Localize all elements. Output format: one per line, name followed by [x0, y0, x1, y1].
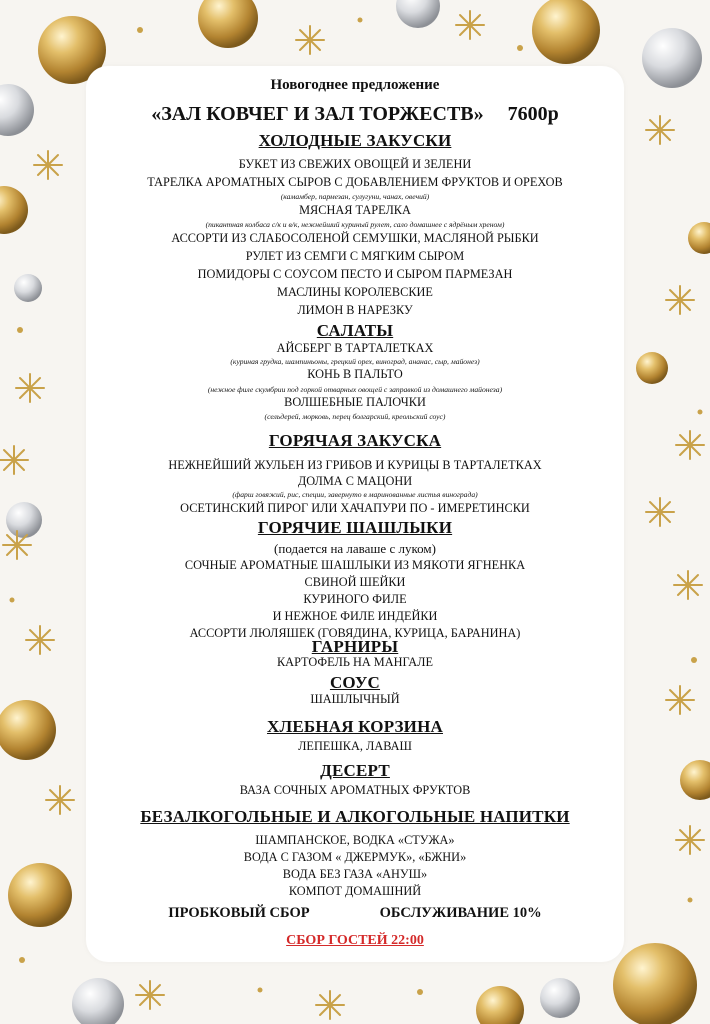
menu-item-note: (камамбер, пармезан, сулугуни, чанах, овечий)	[280, 192, 430, 201]
menu-item: МЯСНАЯ ТАРЕЛКА	[299, 203, 411, 217]
corkage-fee: ПРОБКОВЫЙ СБОР	[168, 905, 310, 921]
menu-item: КАРТОФЕЛЬ НА МАНГАЛЕ	[276, 655, 434, 669]
heading-hot-appetizer: ГОРЯЧАЯ ЗАКУСКА	[268, 431, 442, 450]
silver-bauble	[6, 502, 42, 538]
menu-item-note: (куриная грудка, шампиньоны, грецкий орех, виноград, ананас, сыр, майонез)	[230, 357, 480, 366]
menu-item: КОНЬ В ПАЛЬТО	[307, 367, 403, 381]
heading-bread-basket: ХЛЕБНАЯ КОРЗИНА	[267, 717, 443, 736]
menu-item: ВОДА БЕЗ ГАЗА «АНУШ»	[282, 867, 428, 881]
silver-bauble	[0, 84, 34, 136]
gold-bauble	[8, 863, 72, 927]
menu-card	[86, 66, 624, 962]
menu-item: ВОДА С ГАЗОМ « ДЖЕРМУК», «БЖНИ»	[243, 850, 467, 864]
serving-note: (подается на лаваше с луком)	[274, 541, 436, 556]
menu-item-note: (фарш говяжий, рис, специи, завернуто в маринованные листья винограда)	[232, 490, 478, 499]
heading-drinks: БЕЗАЛКОГОЛЬНЫЕ И АЛКОГОЛЬНЫЕ НАПИТКИ	[140, 807, 570, 826]
heading-salads: САЛАТЫ	[316, 321, 394, 340]
menu-item: ДОЛМА С МАЦОНИ	[297, 474, 413, 488]
page-title	[86, 104, 624, 124]
menu-item: АССОРТИ ИЗ СЛАБОСОЛЕНОЙ СЕМУШКИ, МАСЛЯНОЙ РЫБКИ	[171, 231, 539, 245]
menu-item: СВИНОЙ ШЕЙКИ	[304, 575, 406, 589]
menu-item: ТАРЕЛКА АРОМАТНЫХ СЫРОВ С ДОБАВЛЕНИЕМ ФРУКТОВ И ОРЕХОВ	[147, 175, 563, 189]
menu-item: ЛИМОН В НАРЕЗКУ	[297, 303, 413, 317]
silver-bauble	[540, 978, 580, 1018]
gold-bauble	[680, 760, 710, 800]
menu-item: ШАМПАНСКОЕ, ВОДКА «СТУЖА»	[255, 833, 455, 847]
gold-bauble	[476, 986, 524, 1024]
menu-item: НЕЖНЕЙШИЙ ЖУЛЬЕН ИЗ ГРИБОВ И КУРИЦЫ В ТАРТАЛЕТКАХ	[168, 458, 542, 472]
heading-hot-shashlik: ГОРЯЧИЕ ШАШЛЫКИ	[257, 518, 453, 537]
gold-bauble	[198, 0, 258, 48]
heading-sauce: СОУС	[329, 673, 381, 692]
heading-garnish: ГАРНИРЫ	[311, 637, 399, 656]
hall-names: «ЗАЛ КОВЧЕГ И ЗАЛ ТОРЖЕСТВ»	[151, 103, 484, 125]
menu-item-note: (пикантная колбаса с/к и в/к, нежнейший куриный рулет, сало домашнее с ядрёным хреном)	[205, 220, 505, 229]
heading-dessert: ДЕСЕРТ	[320, 761, 390, 780]
gold-bauble	[688, 222, 710, 254]
menu-item: МАСЛИНЫ КОРОЛЕВСКИЕ	[277, 285, 433, 299]
silver-bauble	[72, 978, 124, 1024]
menu-item: КОМПОТ ДОМАШНИЙ	[288, 884, 422, 898]
menu-item: КУРИНОГО ФИЛЕ	[303, 592, 407, 606]
gold-bauble	[613, 943, 697, 1024]
gold-bauble	[532, 0, 600, 64]
gold-bauble	[636, 352, 668, 384]
silver-bauble	[642, 28, 702, 88]
heading-cold-appetizers: ХОЛОДНЫЕ ЗАКУСКИ	[258, 131, 452, 150]
menu-item: СОЧНЫЕ АРОМАТНЫЕ ШАШЛЫКИ ИЗ МЯКОТИ ЯГНЕНКА	[184, 558, 526, 572]
gold-bauble	[0, 700, 56, 760]
menu-item: ОСЕТИНСКИЙ ПИРОГ ИЛИ ХАЧАПУРИ ПО - ИМЕРЕТИНСКИ	[180, 501, 530, 515]
menu-item: ПОМИДОРЫ С СОУСОМ ПЕСТО И СЫРОМ ПАРМЕЗАН	[197, 267, 513, 281]
menu-item-note: (сельдерей, морковь, перец болгарский, креольский соус)	[264, 412, 446, 421]
service-charge: ОБСЛУЖИВАНИЕ 10%	[379, 905, 542, 921]
footer-fees	[86, 906, 624, 921]
menu-item: И НЕЖНОЕ ФИЛЕ ИНДЕЙКИ	[272, 609, 438, 623]
menu-item: ВАЗА СОЧНЫХ АРОМАТНЫХ ФРУКТОВ	[239, 783, 471, 797]
menu-item: БУКЕТ ИЗ СВЕЖИХ ОВОЩЕЙ И ЗЕЛЕНИ	[238, 157, 472, 171]
menu-item: АССОРТИ ЛЮЛЯШЕК (ГОВЯДИНА, КУРИЦА, БАРАНИНА)	[189, 626, 521, 640]
silver-bauble	[396, 0, 440, 28]
offer-intro: Новогоднее предложение	[270, 77, 440, 93]
guest-arrival-time: СБОР ГОСТЕЙ 22:00	[286, 933, 424, 948]
menu-item: ШАШЛЫЧНЫЙ	[310, 692, 400, 706]
price: 7600р	[507, 103, 559, 125]
gold-bauble	[0, 186, 28, 234]
menu-item: ВОЛШЕБНЫЕ ПАЛОЧКИ	[284, 395, 426, 409]
menu-item: ЛЕПЕШКА, ЛАВАШ	[298, 739, 412, 753]
menu-item-note: (нежное филе скумбрии под горкой отварных овощей с заправкой из домашнего майонеза)	[207, 385, 503, 394]
menu-item: РУЛЕТ ИЗ СЕМГИ С МЯГКИМ СЫРОМ	[245, 249, 465, 263]
menu-item: АЙСБЕРГ В ТАРТАЛЕТКАХ	[276, 341, 434, 355]
silver-bauble	[14, 274, 42, 302]
